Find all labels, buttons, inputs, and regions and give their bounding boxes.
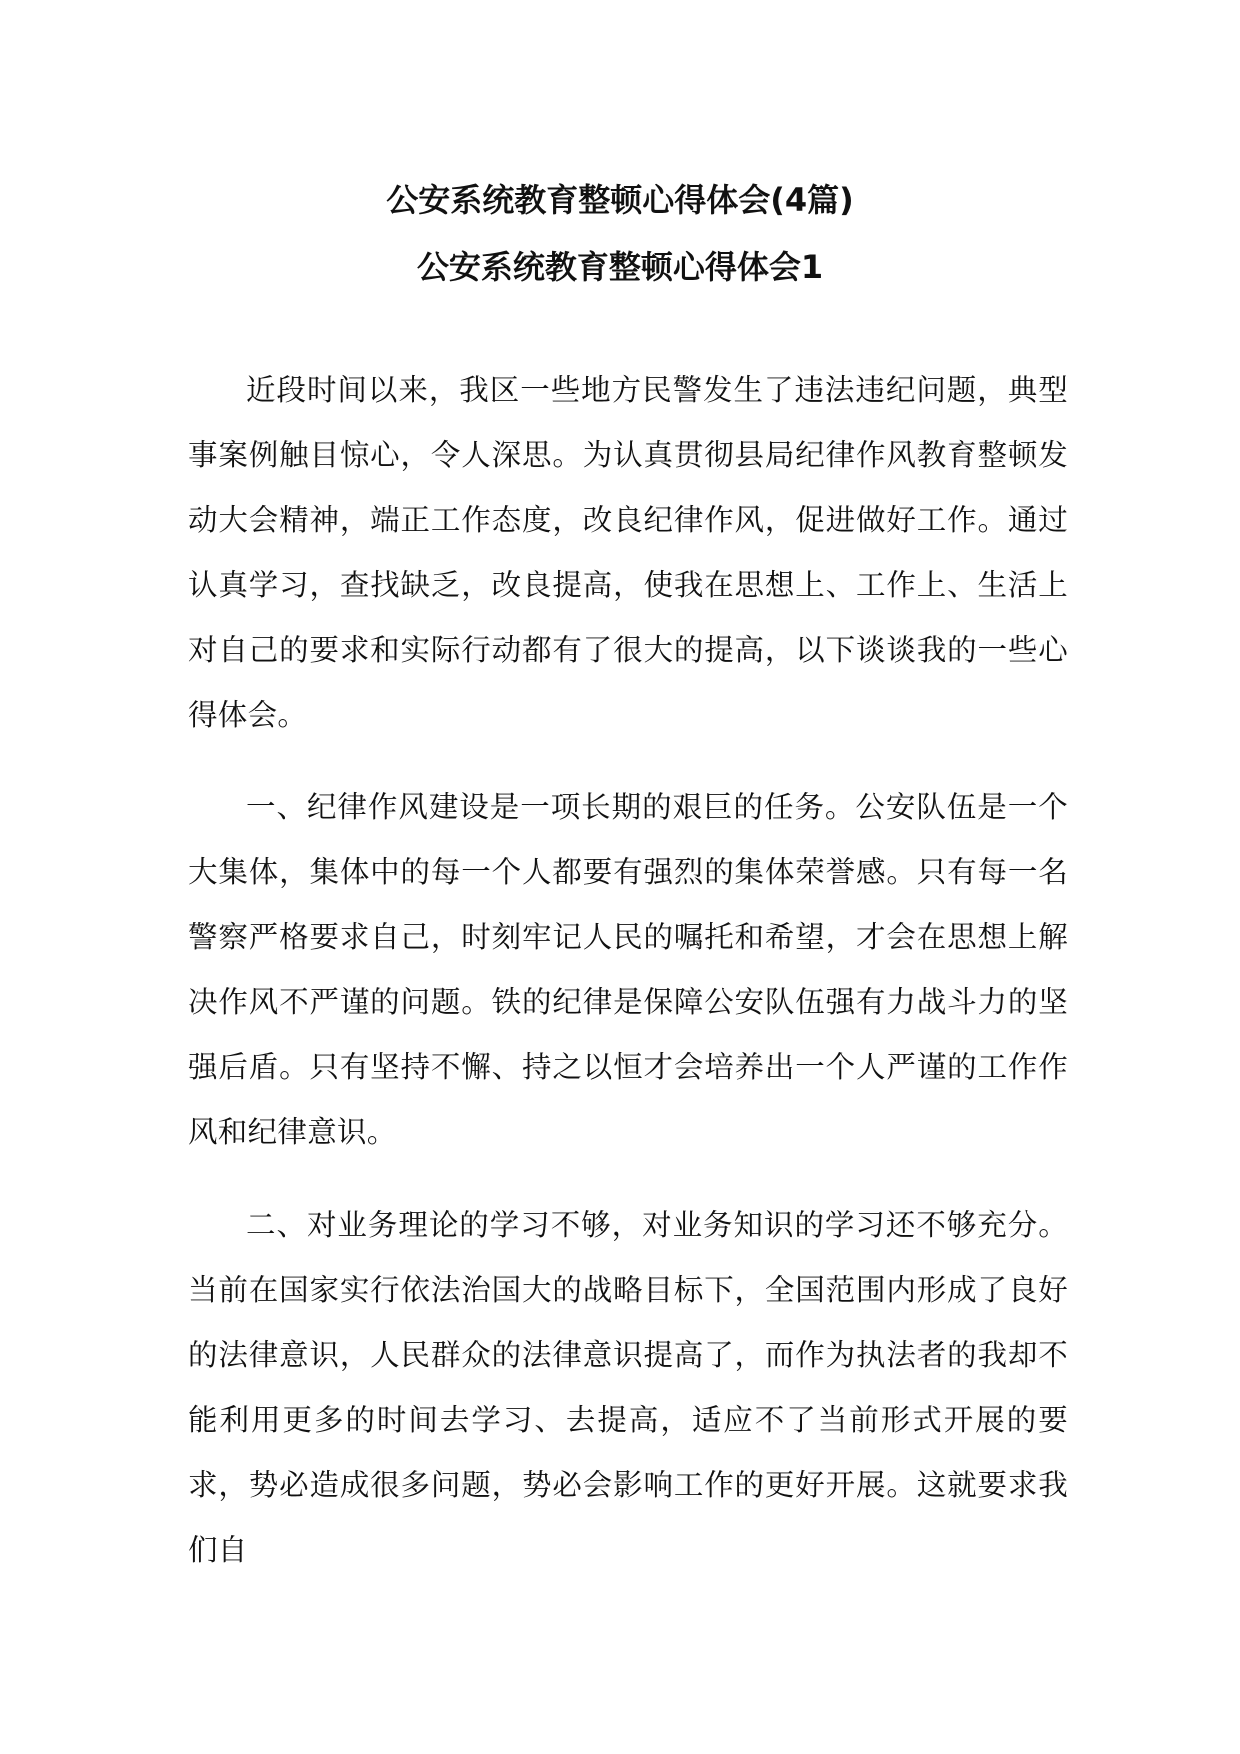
section-title: 公安系统教育整顿心得体会1 bbox=[416, 248, 824, 286]
body-paragraph: 一、纪律作风建设是一项长期的艰巨的任务。公安队伍是一个大集体，集体中的每一个人都要有强烈的集体荣誉感。只有每一名警察严格要求自己，时刻牢记人民的嘱托和希望，才会在思想上解决作风不严谨的问题。铁的纪律是保障公安队伍强有力战斗力的坚强后盾。只有坚持不懈、持之以恒才会培养出一个人严谨的工作作风和纪律意识。 bbox=[188, 790, 1068, 1149]
document-title: 公安系统教育整顿心得体会(4篇) bbox=[386, 181, 854, 219]
body-paragraph: 二、对业务理论的学习不够，对业务知识的学习还不够充分。当前在国家实行依法治国大的战略目标下，全国范围内形成了良好的法律意识，人民群众的法律意识提高了，而作为执法者的我却不能利用更多的时间去学习、去提高，适应不了当前形式开展的要求，势必造成很多问题，势必会影响工作的更好开展。这就要求我们自 bbox=[188, 1208, 1068, 1567]
body-paragraph: 近段时间以来，我区一些地方民警发生了违法违纪问题，典型事案例触目惊心，令人深思。为认真贯彻县局纪律作风教育整顿发动大会精神，端正工作态度，改良纪律作风，促进做好工作。通过认真学习，查找缺乏，改良提高，使我在思想上、工作上、生活上对自己的要求和实际行动都有了很大的提高，以下谈谈我的一些心得体会。 bbox=[188, 373, 1068, 732]
